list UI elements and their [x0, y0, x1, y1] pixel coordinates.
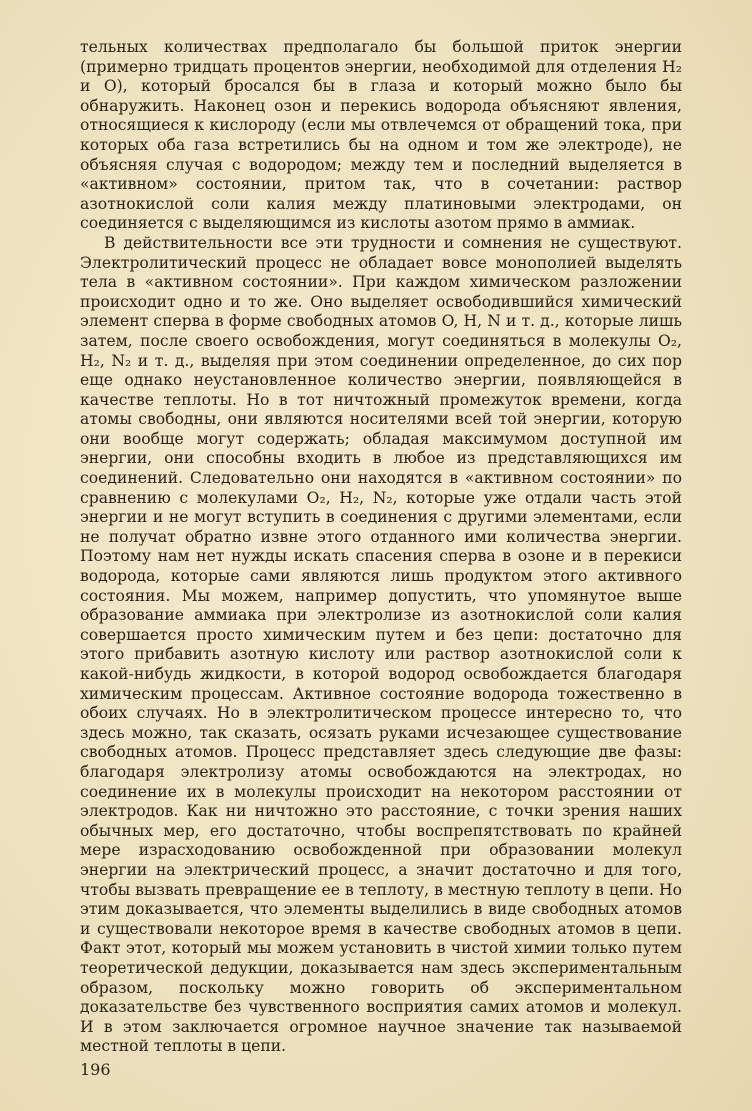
page-number: 196	[80, 1060, 111, 1079]
paragraph-main: В действительности все эти трудности и сомнения не существуют. Электролитический процесс не обладает вовсе монополией выделять тела в «активном состоянии». При каждом химическом разложении происходит одно и то же. Оно выделяет освободившийся химический элемент сперва в форме свободных атомов O, H, N и т. д., которые лишь затем, после своего освобождения, могут соединяться в молекулы O₂, H₂, N₂ и т. д., выделяя при этом соединении определенное, до сих пор еще однако неустановленное количество энергии, появляющейся в качестве теплоты. Но в тот ничтожный промежуток времени, когда атомы свободны, они являются носителями всей той энергии, которую они вообще могут содержать; обладая максимумом доступной им энергии, они способны входить в любое из представляющихся им соединений. Следовательно они находятся в «активном состоянии» по сравнению с молекулами O₂, H₂, N₂, которые уже отдали часть этой энергии и не могут вступить в соединения с другими элементами, если не получат обратно извне этого отданного ими количества энергии. Поэтому нам нет нужды искать спасения сперва в озоне и в перекиси водорода, которые сами являются лишь продуктом этого активного состояния. Мы можем, например допустить, что упомянутое выше образование аммиака при электролизе из азотнокислой соли калия совершается просто химическим путем и без цепи: достаточно для этого прибавить азотную кислоту или раствор азотнокислой соли к какой-нибудь жидкости, в которой водород освобождается благодаря химическим процессам. Активное состояние водорода тожественно в обоих случаях. Но в электролитическом процессе интересно то, что здесь можно, так сказать, осязать руками исчезающее существование свободных атомов. Процесс представляет здесь следующие две фазы: благодаря электролизу атомы освобождаются на электродах, но соединение их в молекулы происходит на некотором расстоянии от электродов. Как ни ничтожно это расстояние, с точки зрения наших обычных мер, его достаточно, чтобы воспрепятствовать по крайней мере израсходованию освобожденной при образовании молекул энергии на электрический процесс, а значит достаточно и для того, чтобы вызвать превращение ее в теплоту, в местную теплоту в цепи. Но этим доказывается, что элементы выделились в виде свободных атомов и существовали некоторое время в качестве свободных атомов в цепи. Факт этот, который мы можем установить в чистой химии только путем теоретической дедукции, доказывается нам здесь экспериментальным образом, поскольку можно говорить об экспериментальном доказательстве без чувственного восприятия самих атомов и молекул. И в этом заключается огромное научное значение так называемой местной теплоты в цепи.	[80, 233, 682, 1056]
page-body-text	[80, 38, 682, 1057]
paragraph-continued: тельных количествах предполагало бы большой приток энергии (примерно тридцать процентов энергии, необходимой для отделения H₂ и O), который бросался бы в глаза и который можно было бы обнаружить. Наконец озон и перекись водорода объясняют явления, относящиеся к кислороду (если мы отвлечемся от обращений тока, при которых оба газа встретились бы на одном и том же электроде), не объясняя случая с водородом; между тем и последний выделяется в «активном» состоянии, притом так, что в сочетании: раствор азотнокислой соли калия между платиновыми электродами, он соединяется с выделяющимся из кислоты азотом прямо в аммиак.	[80, 38, 682, 233]
